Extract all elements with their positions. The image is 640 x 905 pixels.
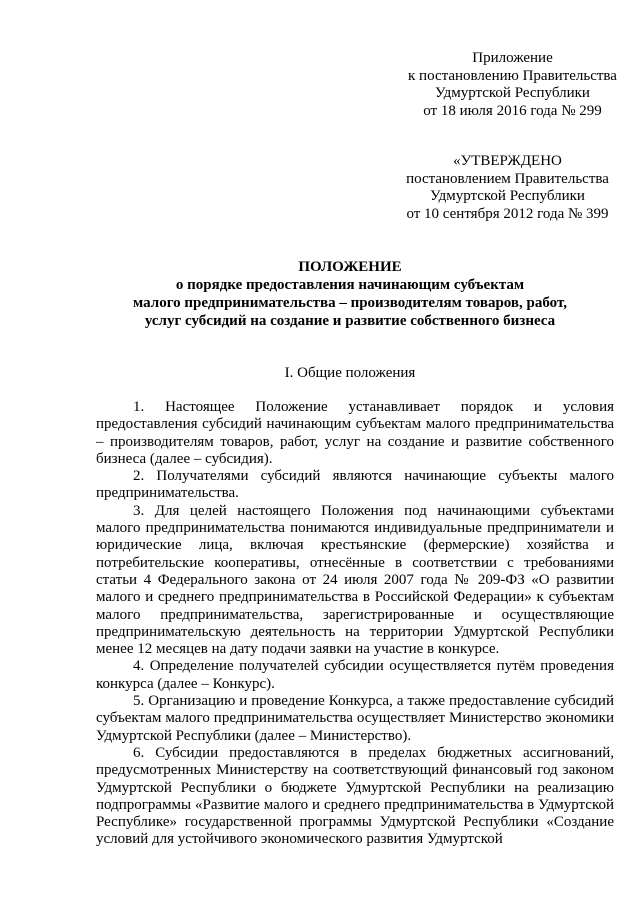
approved-line: постановлением Правительства [406,170,609,187]
title-line: услуг субсидий на создание и развитие собственного бизнеса [144,313,556,329]
annex-line: Приложение [472,50,553,66]
annex-line: к постановлению Правительства [408,67,617,84]
annex-line: от 18 июля 2016 года № 299 [423,102,602,119]
title-line: малого предпринимательства – производителям товаров, работ, [133,295,567,311]
document-title [60,258,640,330]
approved-header [390,153,625,223]
paragraph: 5. Организацию и проведение Конкурса, а также предоставление субсидий субъектам малого предпринимательства осуществляет Министерство экономики Удмуртской Республики (далее – Министерство). [96,693,614,744]
paragraph: 6. Субсидии предоставляются в пределах бюджетных ассигнований, предусмотренных Министерству на соответствующий финансовый год законом Удмуртской Республики о бюджете Удмуртской Республики на реализацию подпрограммы «Развитие малого и среднего предпринимательства в Удмуртской Республике» государственной программы Удмуртской Республики «Создание условий для устойчивого экономического развития Удмуртской [96,744,614,848]
document-body [96,399,614,849]
paragraph: 1. Настоящее Положение устанавливает порядок и условия предоставления субсидий начинающим субъектам малого предпринимательства – производителям товаров, работ, услуг на создание и развитие собственного бизнеса (далее – субсидия). [96,399,614,467]
paragraph: 4. Определение получателей субсидии осуществляется путём проведения конкурса (далее – Конкурс). [96,658,614,692]
approved-line: Удмуртской Республики [430,188,585,204]
title-line: о порядке предоставления начинающим субъектам [175,277,525,293]
approved-line: «УТВЕРЖДЕНО [453,153,562,169]
section-heading: I. Общие положения [284,365,416,381]
paragraph: 2. Получателями субсидий являются начинающие субъекты малого предпринимательства. [96,468,614,502]
approved-line: от 10 сентября 2012 года № 399 [406,205,609,222]
paragraph: 3. Для целей настоящего Положения под начинающими субъектами малого предпринимательства понимаются индивидуальные предприниматели и юридические лица, включая крестьянские (фермерские) хозяйства и потребительские кооперативы, отнесённые в соответствии с требованиями статьи 4 Федерального закона от 24 июля 2007 года № 209-ФЗ «О развитии малого и среднего предпринимательства в Российской Федерации» к субъектам малого предпринимательства, зарегистрированные и осуществляющие предпринимательскую деятельность на территории Удмуртской Республики менее 12 месяцев на дату подачи заявки на участие в конкурсе. [96,502,614,658]
annex-line: Удмуртской Республики [435,85,590,101]
annex-header [395,50,630,120]
title-heading: ПОЛОЖЕНИЕ [298,259,402,275]
